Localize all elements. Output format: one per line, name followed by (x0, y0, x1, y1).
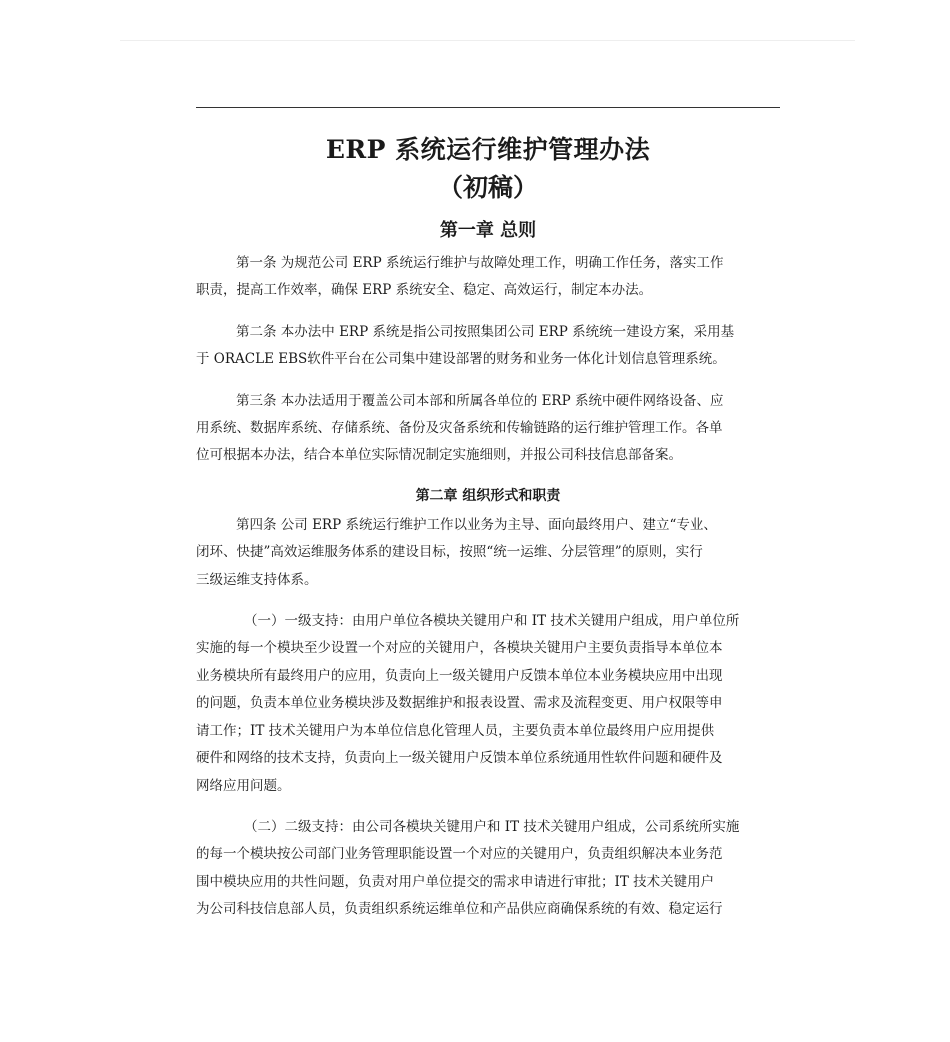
article-3-line: 用系统、数据库系统、存储系统、备份及灾备系统和传输链路的运行维护管理工作。各单 (196, 420, 723, 437)
article-4-line: 三级运维支持体系。 (196, 571, 318, 588)
article-2-line: 于 ORACLE EBS软件平台在公司集中建设部署的财务和业务一体化计划信息管理系统。 (196, 351, 726, 368)
document-page (196, 107, 780, 924)
level-2-support-line: 为公司科技信息部人员，负责组织系统运维单位和产品供应商确保系统的有效、稳定运行 (196, 901, 723, 918)
level-2-support-line: （二）二级支持：由公司各模块关键用户和 IT 技术关键用户组成，公司系统所实施 (244, 818, 740, 835)
article-4-line: 第四条 公司 ERP 系统运行维护工作以业务为主导、面向最终用户、建立“专业、 (236, 516, 717, 533)
article-2 (196, 319, 780, 374)
chapter-1-heading: 第一章 总则 (439, 220, 537, 241)
article-2-line: 第二条 本办法中 ERP 系统是指公司按照集团公司 ERP 系统统一建设方案，采用基 (236, 323, 735, 340)
level-1-support-line: 网络应用问题。 (196, 777, 291, 794)
article-3 (196, 388, 780, 470)
document-subtitle: （初稿） (437, 173, 538, 202)
article-4 (196, 512, 780, 594)
level-1-support-line: 请工作；IT 技术关键用户为本单位信息化管理人员，主要负责本单位最终用户应用提供 (196, 722, 715, 739)
article-1 (196, 250, 780, 305)
level-2-support (196, 814, 780, 924)
page-top-border (120, 40, 855, 41)
level-1-support-line: 的问题，负责本单位业务模块涉及数据维护和报表设置、需求及流程变更、用户权限等申 (196, 695, 723, 712)
article-1-line: 职责，提高工作效率，确保 ERP 系统安全、稳定、高效运行，制定本办法。 (196, 282, 653, 299)
chapter-2-heading: 第二章 组织形式和职责 (415, 487, 561, 504)
article-1-line: 第一条 为规范公司 ERP 系统运行维护与故障处理工作，明确工作任务，落实工作 (236, 255, 724, 271)
article-4-line: 闭环、快捷”高效运维服务体系的建设目标，按照“统一运维、分层管理”的原则，实行 (196, 544, 703, 561)
level-1-support-line: 业务模块所有最终用户的应用，负责向上一级关键用户反馈本单位本业务模块应用中出现 (196, 667, 723, 684)
document-title: ERP 系统运行维护管理办法 (325, 135, 651, 164)
article-3-line: 位可根据本办法，结合本单位实际情况制定实施细则，并报公司科技信息部备案。 (196, 447, 682, 464)
level-1-support-line: （一）一级支持：由用户单位各模块关键用户和 IT 技术关键用户组成，用户单位所 (244, 613, 740, 630)
level-2-support-line: 的每一个模块按公司部门业务管理职能设置一个对应的关键用户，负责组织解决本业务范 (196, 846, 723, 863)
level-1-support (196, 608, 780, 800)
article-3-line: 第三条 本办法适用于覆盖公司本部和所属各单位的 ERP 系统中硬件网络设备、应 (236, 392, 724, 409)
level-1-support-line: 硬件和网络的技术支持，负责向上一级关键用户反馈本单位系统通用性软件问题和硬件及 (196, 750, 723, 767)
level-2-support-line: 围中模块应用的共性问题，负责对用户单位提交的需求申请进行审批；IT 技术关键用户 (196, 873, 715, 890)
level-1-support-line: 实施的每一个模块至少设置一个对应的关键用户，各模块关键用户主要负责指导本单位本 (196, 640, 723, 657)
header-rule (196, 107, 780, 108)
